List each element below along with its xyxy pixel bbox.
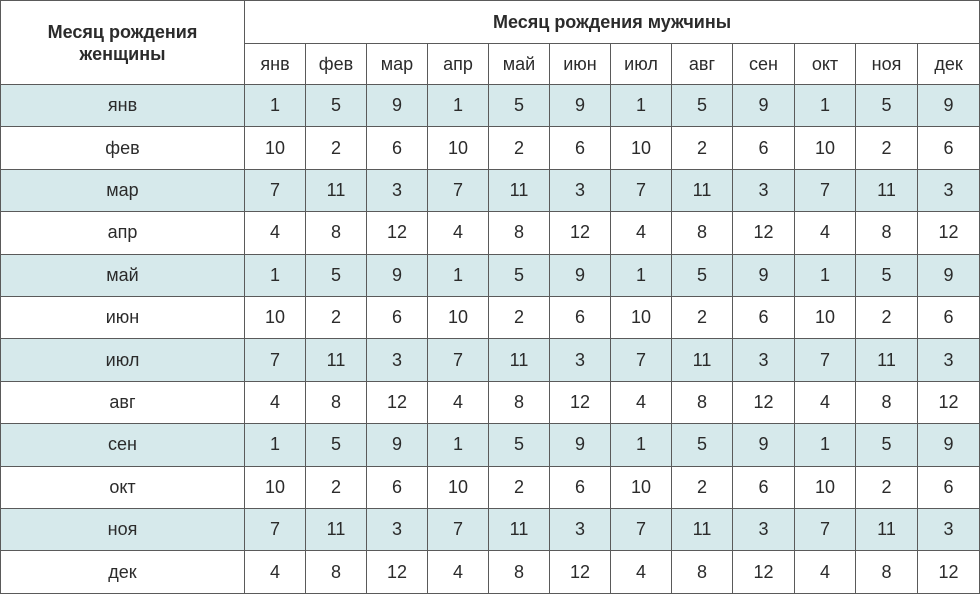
table-cell: 4: [611, 381, 672, 423]
table-cell: 12: [367, 551, 428, 594]
table-cell: 8: [856, 212, 918, 254]
table-cell: 8: [489, 381, 550, 423]
table-cell: 1: [611, 254, 672, 296]
table-cell: 11: [856, 509, 918, 551]
woman-month-label: авг: [1, 381, 245, 423]
table-cell: 10: [611, 297, 672, 339]
table-cell: 2: [672, 127, 733, 169]
table-cell: 7: [245, 169, 306, 211]
woman-month-label: сен: [1, 424, 245, 466]
table-cell: 11: [672, 339, 733, 381]
table-cell: 8: [489, 212, 550, 254]
table-cell: 8: [856, 551, 918, 594]
table-cell: 12: [918, 551, 980, 594]
table-cell: 2: [306, 466, 367, 508]
woman-month-label: янв: [1, 85, 245, 127]
table-cell: 10: [611, 466, 672, 508]
table-cell: 10: [428, 297, 489, 339]
woman-month-label: окт: [1, 466, 245, 508]
woman-month-label: дек: [1, 551, 245, 594]
table-cell: 6: [733, 466, 795, 508]
table-cell: 6: [918, 466, 980, 508]
table-cell: 12: [550, 212, 611, 254]
table-cell: 4: [428, 551, 489, 594]
table-row: [1, 424, 980, 466]
woman-month-label: фев: [1, 127, 245, 169]
table-cell: 8: [856, 381, 918, 423]
table-cell: 12: [733, 551, 795, 594]
table-cell: 1: [245, 254, 306, 296]
table-cell: 8: [306, 212, 367, 254]
table-cell: 1: [795, 424, 856, 466]
table-cell: 6: [550, 297, 611, 339]
table-cell: 3: [550, 169, 611, 211]
table-cell: 1: [795, 254, 856, 296]
table-cell: 8: [672, 381, 733, 423]
table-cell: 11: [489, 509, 550, 551]
table-cell: 4: [795, 381, 856, 423]
table-cell: 9: [918, 85, 980, 127]
table-cell: 3: [733, 339, 795, 381]
table-row: [1, 85, 980, 127]
table-cell: 6: [550, 466, 611, 508]
table-cell: 3: [918, 339, 980, 381]
table-cell: 3: [918, 509, 980, 551]
table-cell: 7: [245, 509, 306, 551]
table-cell: 11: [489, 339, 550, 381]
table-cell: 9: [550, 85, 611, 127]
table-cell: 7: [245, 339, 306, 381]
table-cell: 4: [795, 212, 856, 254]
table-cell: 11: [489, 169, 550, 211]
table-cell: 5: [856, 424, 918, 466]
table-cell: 7: [428, 169, 489, 211]
table-cell: 7: [428, 509, 489, 551]
table-cell: 5: [672, 85, 733, 127]
table-row: [1, 169, 980, 211]
table-cell: 2: [306, 127, 367, 169]
man-month-header-cell: окт: [795, 44, 856, 85]
table-cell: 3: [918, 169, 980, 211]
table-row: [1, 466, 980, 508]
table-row: [1, 127, 980, 169]
table-cell: 9: [550, 424, 611, 466]
table-cell: 6: [733, 127, 795, 169]
table-cell: 1: [428, 254, 489, 296]
table-body: [1, 85, 980, 594]
table-cell: 8: [672, 551, 733, 594]
woman-month-label: июл: [1, 339, 245, 381]
table-cell: 3: [367, 169, 428, 211]
table-cell: 2: [306, 297, 367, 339]
table-cell: 12: [550, 551, 611, 594]
woman-month-label: апр: [1, 212, 245, 254]
table-cell: 7: [795, 339, 856, 381]
table-cell: 11: [856, 169, 918, 211]
table-cell: 6: [367, 297, 428, 339]
table-cell: 10: [795, 297, 856, 339]
table-cell: 6: [918, 297, 980, 339]
table-cell: 6: [550, 127, 611, 169]
table-cell: 9: [733, 424, 795, 466]
table-cell: 9: [733, 85, 795, 127]
table-cell: 10: [795, 127, 856, 169]
table-cell: 5: [306, 254, 367, 296]
table-row: [1, 212, 980, 254]
table-cell: 8: [489, 551, 550, 594]
table-cell: 7: [428, 339, 489, 381]
table-cell: 4: [428, 212, 489, 254]
woman-birth-month-header: [1, 1, 245, 85]
table-cell: 11: [306, 169, 367, 211]
table-row: [1, 551, 980, 594]
table-cell: 11: [672, 169, 733, 211]
table-cell: 8: [306, 551, 367, 594]
table-cell: 5: [672, 254, 733, 296]
table-cell: 4: [428, 381, 489, 423]
table-cell: 9: [733, 254, 795, 296]
man-month-header-cell: авг: [672, 44, 733, 85]
man-month-header-cell: янв: [245, 44, 306, 85]
table-cell: 3: [367, 339, 428, 381]
table-cell: 1: [795, 85, 856, 127]
table-cell: 8: [672, 212, 733, 254]
table-cell: 3: [550, 509, 611, 551]
table-cell: 11: [306, 509, 367, 551]
man-month-header-cell: мар: [367, 44, 428, 85]
man-month-header-cell: фев: [306, 44, 367, 85]
table-cell: 9: [550, 254, 611, 296]
table-cell: 1: [428, 424, 489, 466]
table-cell: 12: [733, 381, 795, 423]
table-cell: 2: [672, 297, 733, 339]
table-cell: 12: [918, 381, 980, 423]
table-cell: 5: [489, 424, 550, 466]
table-cell: 4: [611, 551, 672, 594]
table-cell: 2: [672, 466, 733, 508]
table-cell: 11: [672, 509, 733, 551]
table-cell: 2: [489, 297, 550, 339]
table-cell: 4: [611, 212, 672, 254]
table-row: [1, 297, 980, 339]
table-cell: 6: [367, 127, 428, 169]
table-cell: 10: [245, 127, 306, 169]
table-cell: 9: [918, 254, 980, 296]
table-cell: 9: [367, 424, 428, 466]
table-cell: 3: [733, 169, 795, 211]
table-cell: 5: [856, 254, 918, 296]
table-cell: 2: [489, 466, 550, 508]
table-cell: 1: [245, 424, 306, 466]
man-month-header-cell: июн: [550, 44, 611, 85]
table-cell: 3: [733, 509, 795, 551]
table-cell: 9: [918, 424, 980, 466]
table-cell: 1: [428, 85, 489, 127]
table-cell: 6: [367, 466, 428, 508]
table-cell: 5: [856, 85, 918, 127]
table-row: [1, 509, 980, 551]
man-birth-month-header: Месяц рождения мужчины: [245, 1, 980, 44]
woman-month-label: ноя: [1, 509, 245, 551]
table-cell: 4: [245, 212, 306, 254]
woman-header-line2: женщины: [79, 43, 166, 64]
table-cell: 12: [918, 212, 980, 254]
table-cell: 1: [611, 424, 672, 466]
table-cell: 9: [367, 85, 428, 127]
woman-month-label: июн: [1, 297, 245, 339]
table-row: [1, 381, 980, 423]
table-cell: 5: [306, 424, 367, 466]
table-cell: 5: [489, 254, 550, 296]
table-cell: 11: [856, 339, 918, 381]
table-cell: 11: [306, 339, 367, 381]
table-cell: 5: [306, 85, 367, 127]
table-cell: 8: [306, 381, 367, 423]
table-cell: 10: [611, 127, 672, 169]
table-cell: 7: [611, 169, 672, 211]
table-cell: 7: [795, 509, 856, 551]
table-cell: 4: [245, 381, 306, 423]
table-cell: 6: [733, 297, 795, 339]
table-cell: 2: [489, 127, 550, 169]
man-month-header-cell: дек: [918, 44, 980, 85]
table-cell: 7: [611, 339, 672, 381]
table-cell: 9: [367, 254, 428, 296]
table-cell: 7: [795, 169, 856, 211]
man-month-header-cell: июл: [611, 44, 672, 85]
table-cell: 10: [245, 297, 306, 339]
table-cell: 4: [245, 551, 306, 594]
table-cell: 5: [672, 424, 733, 466]
table-cell: 2: [856, 297, 918, 339]
table-cell: 12: [367, 381, 428, 423]
table-cell: 2: [856, 466, 918, 508]
man-month-header-cell: апр: [428, 44, 489, 85]
woman-month-label: мар: [1, 169, 245, 211]
table-cell: 6: [918, 127, 980, 169]
table-cell: 10: [245, 466, 306, 508]
table-cell: 12: [550, 381, 611, 423]
man-month-header-cell: сен: [733, 44, 795, 85]
table-row: [1, 339, 980, 381]
table-cell: 1: [245, 85, 306, 127]
table-cell: 10: [428, 127, 489, 169]
table-cell: 2: [856, 127, 918, 169]
table-row: [1, 254, 980, 296]
table-cell: 10: [795, 466, 856, 508]
table-cell: 5: [489, 85, 550, 127]
man-month-header-cell: ноя: [856, 44, 918, 85]
table-cell: 3: [550, 339, 611, 381]
table-cell: 10: [428, 466, 489, 508]
table-cell: 1: [611, 85, 672, 127]
woman-header-line1: Месяц рождения: [47, 21, 198, 42]
table-cell: 7: [611, 509, 672, 551]
table-cell: 4: [795, 551, 856, 594]
table-cell: 12: [733, 212, 795, 254]
woman-month-label: май: [1, 254, 245, 296]
man-month-header-cell: май: [489, 44, 550, 85]
table-cell: 12: [367, 212, 428, 254]
table-cell: 3: [367, 509, 428, 551]
